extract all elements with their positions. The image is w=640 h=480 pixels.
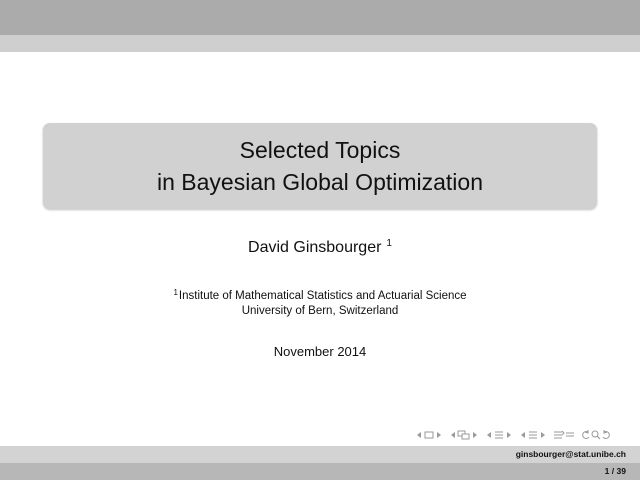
nav-next-icon[interactable] — [505, 430, 513, 440]
presentation-date: November 2014 — [273, 344, 367, 359]
footer-email: ginsbourger@stat.unibe.ch — [515, 449, 626, 459]
title-line-1: Selected Topics — [239, 137, 401, 163]
search-nav-group — [581, 430, 611, 440]
nav-next-icon[interactable] — [435, 430, 443, 440]
institute-line-1 — [0, 289, 640, 304]
section-nav-group — [485, 430, 513, 440]
section-icon[interactable] — [493, 430, 505, 440]
beamer-navigation-bar — [415, 427, 635, 443]
subsection-nav-group — [449, 430, 479, 440]
top-header-band — [0, 0, 640, 35]
page-separator: / — [611, 466, 615, 476]
nav-next-icon[interactable] — [471, 430, 479, 440]
appendix-icon[interactable] — [553, 430, 565, 440]
nav-next-icon[interactable] — [539, 430, 547, 440]
document-nav-group — [519, 430, 547, 440]
frame-nav-group — [415, 430, 443, 440]
institute-affiliation-mark: 1 — [173, 288, 178, 297]
institute — [0, 289, 640, 319]
frame-icon[interactable] — [423, 430, 435, 440]
title-line-2: in Bayesian Global Optimization — [157, 169, 483, 195]
author-name: David Ginsbourger — [248, 239, 382, 256]
search-back-icon[interactable] — [581, 430, 591, 440]
search-forward-icon[interactable] — [601, 430, 611, 440]
section-icon[interactable] — [527, 430, 539, 440]
align-icon[interactable] — [565, 430, 575, 440]
subsection-icon[interactable] — [457, 430, 471, 440]
institute-line-2: University of Bern, Switzerland — [241, 305, 399, 317]
nav-prev-icon[interactable] — [519, 430, 527, 440]
author — [0, 237, 640, 259]
top-subheader-band — [0, 35, 640, 52]
page-total: 39 — [616, 466, 626, 476]
footer-page-band — [0, 463, 640, 480]
page-current: 1 — [604, 466, 610, 476]
page-number — [605, 463, 626, 480]
nav-prev-icon[interactable] — [449, 430, 457, 440]
nav-prev-icon[interactable] — [415, 430, 423, 440]
author-affiliation-mark: 1 — [386, 238, 392, 249]
search-icon[interactable] — [591, 430, 601, 440]
institute-name: Institute of Mathematical Statistics and Actuarial Science — [178, 290, 467, 302]
title-box — [43, 123, 597, 209]
nav-prev-icon[interactable] — [485, 430, 493, 440]
appendix-nav-group — [553, 430, 575, 440]
